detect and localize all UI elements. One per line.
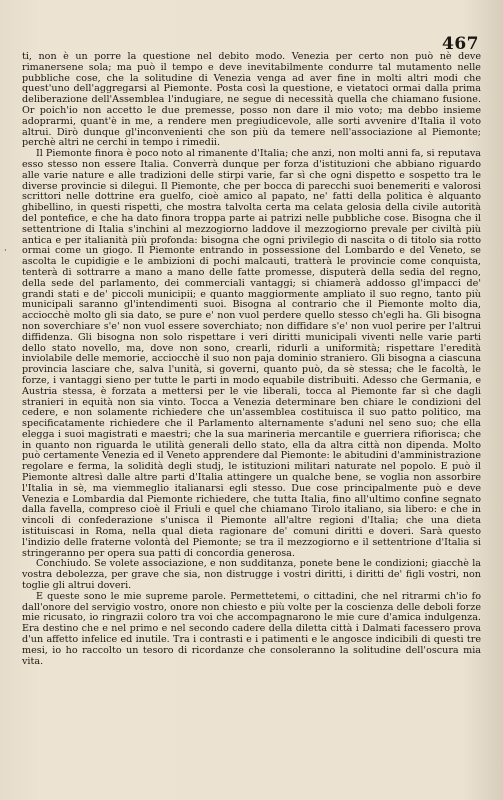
page-number: 467 xyxy=(442,34,479,54)
paragraph-4: E queste sono le mie supreme parole. Permettetemi, o cittadini, che nel ritrarmi ch'io fo dall'onore del servigio vostro, onore non chiesto e più volte per la coscienza delle deboli forze mie ricusato, io ringrazii coloro tra voi che accompagnarono le mie cure d'amica indulgenza. Era destino che e nel primo e nel secondo cadere della diletta città i Dalmati facessero prova d'un affetto infelice ed inutile. Tra i contrasti e i patimenti e le angosce indicibili di questi tre mesi, io ho raccolto un tesoro di ricordanze che consoleranno la solitudine dell'oscura mia vita. xyxy=(22,590,481,667)
body-text xyxy=(22,52,481,667)
margin-mark: · xyxy=(4,246,7,256)
paragraph-2: Il Piemonte finora è poco noto al rimanente d'Italia; che anzi, non molti anni fa, si reputava esso stesso non essere Italia. Converrà dunque per forza d'istituzioni che abbiano riguardo alle varie nature e alle tradizioni delle stirpi varie, far sì che ogni dispetto e sospetto tra le diverse provincie si dilegui. Il Piemonte, che per bocca di parecchi suoi benemeriti e valorosi scrittori nelle dottrine era guelfo, cioè amico al papato, ne' fatti della politica è alquanto ghibellino, in questi rispetti, che mostra talvolta certa ma celata gelosia della civile autorità del pontefice, e che ha dato finora troppa parte ai patrizi nelle pubbliche cose. Bisogna che il settentrione di Italia s'inchini al mezzogiorno laddove il mezzogiorno prevale per civiltà più antica e per italianità più profonda: bisogna che ogni privilegio di nascita o di titolo sia rotto ormai come un giogo. Il Piemonte entrando in possessione del Lombardo e del Veneto, se ascolta le cupidigie e le ambizioni di pochi malcauti, tratterà le provincie come conquista, tenterà di sottrarre a mano a mano delle fatte promesse, disputerà della sedia del regno, della sede del parlamento, dei commerciali vantaggi; si chiamerà addosso gl'impacci de' grandi stati e de' piccoli municipii; e quanto maggiormente ampliato il suo regno, tanto più municipali saranno gl'intendimenti suoi. Bisogna al contrario che il Piemonte molto dia, acciocchè molto gli sia dato, se pure e' non vuol perdere quello stesso ch'egli ha. Gli bisogna non soverchiare s'e' non vuol essere soverchiato; non diffidare s'e' non vuol perire per l'altrui diffidenza. Gli bisogna non solo rispettare i veri diritti municipali viventi nelle varie parti dello stato novello, ma, dove non sono, crearli, ridurli a uniformità; rispettare l'eredità inviolabile delle memorie, acciocchè il suo non paja dominio straniero. Gli bisogna a ciascuna provincia lasciare che, salva l'unità, si governi, quanto può, da sè stessa; che le facoltà, le forze, i vantaggi sieno per tutte le parti in modo equabile distribuiti. Adesso che Germania, e Austria stessa, è forzata a mettersi per le vie liberali, tocca al Piemonte far sì che dagli stranieri in equità non sia vinto. Tocca a Venezia determinare ben chiare le condizioni del cedere, e non solamente richiedere che un'assemblea costituisca il suo patto politico, ma specificatamente richiedere che il Parlamento alternamente s'aduni nel seno suo; che ella elegga i suoi magistrati e maestri; che la sua marineria mercantile e guerriera rifiorisca; che in quanto non riguarda le utilità generali dello stato, ella da altra città non dipenda. Molto può certamente Venezia ed il Veneto apprendere dal Piemonte: le abitudini d'amministrazione regolare e ferma, la solidità degli studj, le istituzioni militari naturate nel popolo. E può il Piemonte altresì dalle altre parti d'Italia attingere un qualche bene, se voglia non assorbire l'Italia in sè, ma viemmeglio italianarsi egli stesso. Due cose principalmente può e deve Venezia e Lombardia dal Piemonte richiedere, che tutta Italia, fino all'ultimo confine segnato dalla favella, compreso cioè il Friuli e quel che chiamano Tirolo italiano, sia libero: e che in vincoli di confederazione s'unisca il Piemonte all'altre regioni d'Italia; che una dieta istituiscasi in Roma, nella qual dieta ragionare de' comuni diritti e doveri. Sarà questo l'indizio delle fraterne volontà del Piemonte; se tra il mezzogiorno e il settentrione d'Italia si stringeranno per opera sua patti di concordia generosa. xyxy=(22,148,481,559)
paragraph-3: Conchiudo. Se volete associazione, e non sudditanza, ponete bene le condizioni; giacchè la vostra debolezza, per grave che sia, non distrugge i vostri diritti, i diritti de' figli vostri, non toglie gli altrui doveri. xyxy=(22,558,481,592)
paragraph-1: ti, non è un porre la questione nel debito modo. Venezia per certo non può nè deve rimanersene sola; ma può il tempo e deve inevitabilmente condurre tal mutamento nelle pubbliche cose, che la solitudine di Venezia venga ad aver fine in molti altri modi che quest'uno dell'aggregarsi al Piemonte. Posta così la questione, e vietatoci ormai dalla prima deliberazione dell'Assemblea l'indugiare, ne segue di necessità quella che chiamano fusione. Or poich'io non accetto le due premesse, posso non dare il mio voto; ma debbo insieme adoprarmi, quant'è in me, a rendere men pregiudicevole, alle sorti avvenire d'Italia il voto altrui. Dirò dunque gl'inconvenienti che son più da temere nell'associazione al Piemonte; perchè altri ne cerchi in tempo i rimedii. xyxy=(22,51,481,149)
